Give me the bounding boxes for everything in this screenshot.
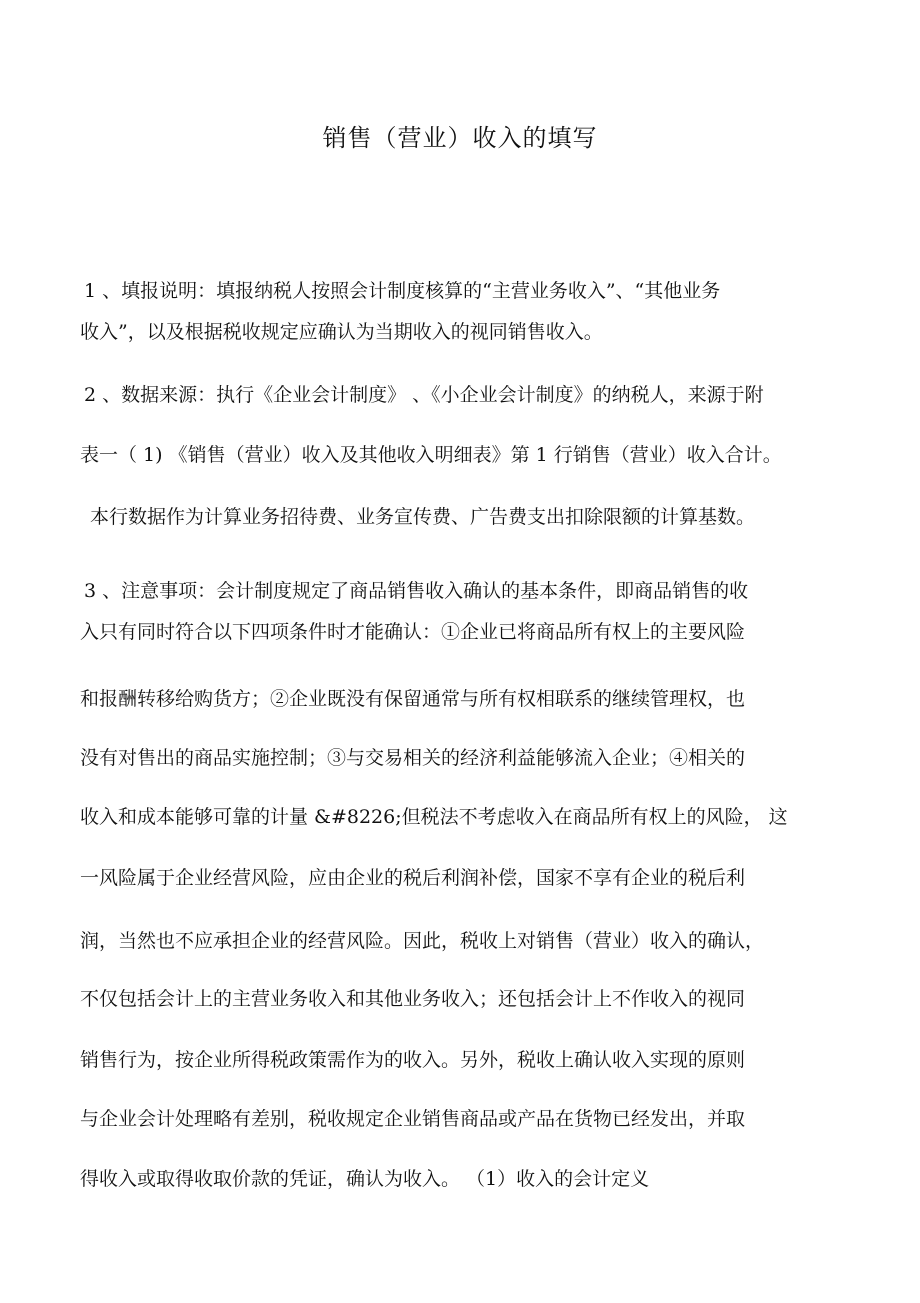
paragraph-line: 得收入或取得收取价款的凭证，确认为收入。 （1）收入的会计定义	[80, 1168, 650, 1190]
paragraph-line: 与企业会计处理略有差别，税收规定企业销售商品或产品在货物已经发出，并取	[80, 1108, 746, 1130]
paragraph-line: 入只有同时符合以下四项条件时才能确认：①企业已将商品所有权上的主要风险	[80, 621, 746, 643]
paragraph-line: 和报酬转移给购货方；②企业既没有保留通常与所有权相联系的继续管理权，也	[80, 688, 746, 710]
paragraph-line: 销售行为，按企业所得税政策需作为的收入。另外，税收上确认收入实现的原则	[80, 1049, 746, 1071]
paragraph-line: 一风险属于企业经营风险，应由企业的税后利润补偿，国家不享有企业的税后利	[80, 867, 746, 889]
paragraph-line: 2 、数据来源：执行《企业会计制度》 、《小企业会计制度》的纳税人，来源于附	[84, 384, 764, 406]
paragraph-line: 不仅包括会计上的主营业务收入和其他业务收入；还包括会计上不作收入的视同	[80, 988, 746, 1010]
paragraph-line: 表一（ 1) 《销售（营业）收入及其他收入明细表》第 1 行销售（营业）收入合计。	[80, 444, 782, 466]
paragraph-line: 3 、注意事项：会计制度规定了商品销售收入确认的基本条件，即商品销售的收	[84, 580, 749, 602]
paragraph-line: 1 、填报说明：填报纳税人按照会计制度核算的“主营业务收入”、“其他业务	[84, 280, 721, 302]
paragraph-line: 收入”，以及根据税收规定应确认为当期收入的视同销售收入。	[80, 321, 603, 343]
paragraph-line: 本行数据作为计算业务招待费、业务宣传费、广告费支出扣除限额的计算基数。	[90, 506, 756, 528]
paragraph-line: 没有对售出的商品实施控制；③与交易相关的经济利益能够流入企业；④相关的	[80, 747, 746, 769]
page-title: 销售（营业）收入的填写	[322, 124, 598, 152]
paragraph-line: 收入和成本能够可靠的计量 &#8226;但税法不考虑收入在商品所有权上的风险， 这	[80, 806, 788, 828]
paragraph-line: 润，当然也不应承担企业的经营风险。因此，税收上对销售（营业）收入的确认，	[80, 930, 765, 952]
